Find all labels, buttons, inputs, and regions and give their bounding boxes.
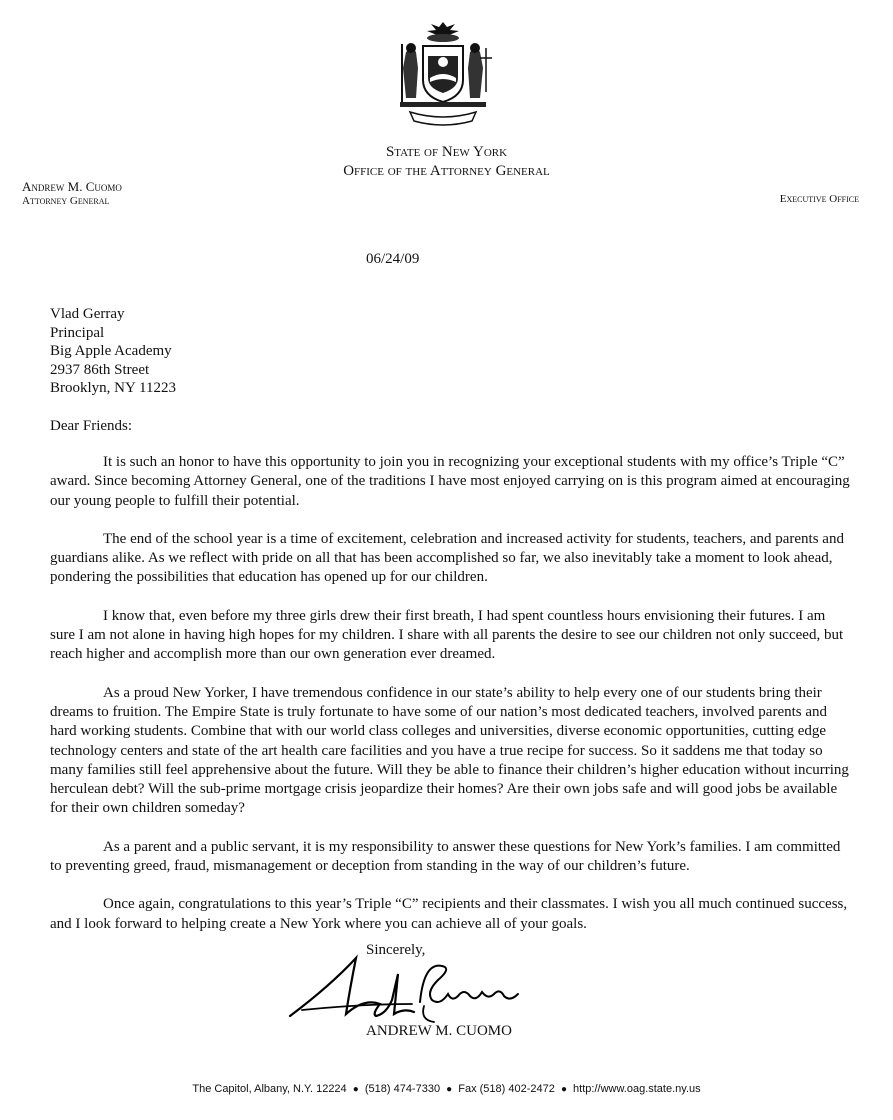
body-paragraph: It is such an honor to have this opportunity to join you in recognizing your exceptional students with my office’s Triple “C” award. Since becoming Attorney General, one of the traditions I have most enjoyed carrying on is this program aimed at encouraging our young people to fulfill their potential. [50,454,850,509]
recipient-street: 2937 86th Street [50,361,150,378]
footer-address: The Capitol, Albany, N.Y. 12224 [192,1083,347,1095]
recipient-address [50,305,176,398]
closing: Sincerely, [366,942,426,958]
footer-contact [0,1083,893,1095]
attorney-general-name: Andrew M. Cuomo [22,179,122,194]
letter-date: 06/24/09 [366,251,420,267]
footer-phone: (518) 474-7330 [364,1083,441,1095]
body-paragraph: The end of the school year is a time of excitement, celebration and increased activity for students, teachers, and parents and guardians alike. As we reflect with pride on all that has been accomplished so far, we also inevitably take a moment to look ahead, pondering the possibilities that education has opened up for our children. [50,530,844,586]
body-paragraph: As a parent and a public servant, it is my responsibility to answer these questions for New York’s families. I am committed to preventing greed, fraud, mismanagement or deception from standing in the way of our children’s future. [50,838,841,875]
new-york-state-seal-icon [388,18,498,130]
bullet-icon: ● [560,1084,567,1095]
letterhead-title [0,143,893,181]
office-name: Office of the Attorney General [343,163,550,179]
state-name: State of New York [385,144,508,160]
handwritten-signature-icon [282,952,552,1030]
recipient-organization: Big Apple Academy [50,343,172,359]
bullet-icon: ● [352,1084,359,1095]
recipient-title: Principal [50,324,105,341]
body-paragraph: As a proud New Yorker, I have tremendous confidence in our state’s ability to help every one of our students bring their dreams to fruition. The Empire State is truly fortunate to have some of our nation’s most dedicated teachers, involved parents and hard working students. Combine that with our world class colleges and universities, diverse economic opportunities, cutting edge technology centers and state of the art health care facilities and you have a true recipe for success. So it saddens me that today so many families still feel apprehensive about the future. Will they be able to finance their children’s higher education without incurring herculean debt? Will the sub-prime mortgage crisis jeopardize their homes? Are their own jobs safe and will good jobs be available for their own children someday? [50,684,849,817]
signer-name: ANDREW M. CUOMO [366,1023,512,1039]
salutation: Dear Friends: [50,418,133,434]
recipient-city: Brooklyn, NY 11223 [50,380,176,396]
recipient-name: Vlad Gerray [50,306,125,322]
body-paragraph: Once again, congratulations to this year’s Triple “C” recipients and their classmates. I wish you all much continued success, and I look forward to helping create a New York where you can achieve all of your goals. [50,896,848,932]
department-label: Executive Office [779,193,859,205]
footer-url[interactable]: http://www.oag.state.ny.us [573,1083,701,1095]
body-paragraph: I know that, even before my three girls drew their first breath, I had spent countless hours envisioning their futures. I am sure I am not alone in having high hopes for my children. I share with all parents the desire to see our children not only succeed, but reach higher and accomplish more than our own generation ever dreamed. [50,607,844,663]
footer-fax: Fax (518) 402-2472 [458,1083,555,1095]
attorney-general-title: Attorney General [22,195,110,207]
bullet-icon: ● [446,1084,453,1095]
letter-body [50,453,850,953]
